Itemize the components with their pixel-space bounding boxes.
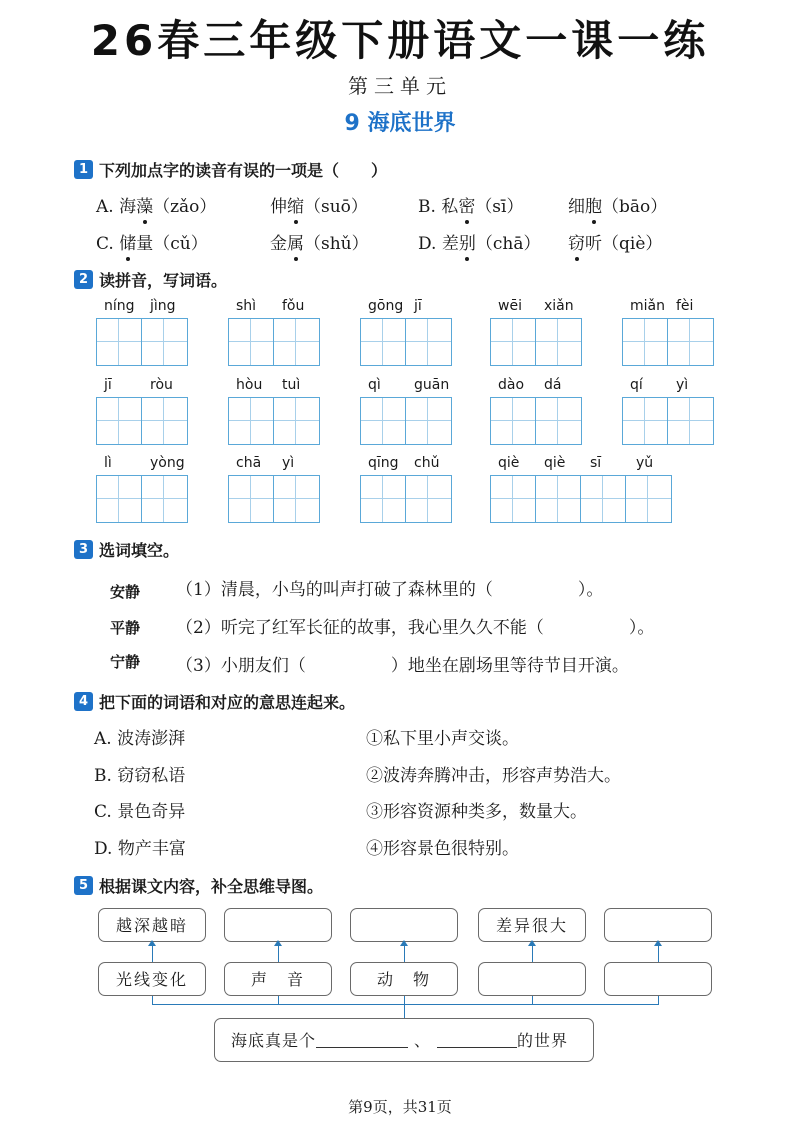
question-number-badge: 4: [74, 692, 93, 711]
dotted-char: 窃: [568, 229, 585, 254]
writing-cell[interactable]: [491, 319, 536, 365]
answer-blank[interactable]: [437, 1031, 517, 1048]
pinyin-label: hòu: [236, 377, 263, 393]
pinyin-label: níng: [104, 298, 135, 314]
writing-cell[interactable]: [142, 398, 187, 444]
pinyin-label: gōng: [368, 298, 404, 314]
dotted-char: 藻: [136, 192, 153, 217]
question-2-header: [74, 268, 227, 291]
writing-cell[interactable]: [361, 319, 406, 365]
option-item: 伸缩（suō）: [270, 192, 368, 217]
mindmap-blank-box[interactable]: [604, 962, 712, 996]
writing-grid[interactable]: [360, 397, 452, 445]
writing-cell[interactable]: [491, 398, 536, 444]
pinyin-label: jìng: [150, 298, 176, 314]
writing-cell[interactable]: [581, 476, 626, 522]
question-3-header: [74, 538, 179, 561]
dotted-char: 储: [119, 229, 136, 254]
question-number-badge: 5: [74, 876, 93, 895]
connector-line: [152, 1004, 659, 1005]
connector-line: [658, 996, 659, 1004]
match-term: C. 景色奇异: [94, 802, 186, 822]
question-number-badge: 3: [74, 540, 93, 559]
writing-cell[interactable]: [536, 476, 581, 522]
connector-line: [278, 996, 279, 1004]
option-item: 金属（shǔ）: [270, 229, 369, 254]
summary-box: 海底真是个 、 的世界: [214, 1018, 594, 1062]
dotted-char: 密: [458, 192, 475, 217]
pinyin-label: yì: [282, 455, 295, 471]
pinyin-label: qí: [630, 377, 643, 393]
writing-grid[interactable]: [490, 318, 582, 366]
writing-cell[interactable]: [406, 398, 451, 444]
pinyin-label: sī: [590, 455, 602, 471]
pinyin-label: yòng: [150, 455, 185, 471]
pinyin-label: xiǎn: [544, 298, 574, 314]
fill-sentence: （1）清晨，小鸟的叫声打破了森林里的（ ）。: [176, 580, 604, 600]
page-title: 26春三年级下册语文一课一练: [90, 16, 710, 65]
pinyin-label: dào: [498, 377, 525, 393]
mindmap-box: 光线变化: [98, 962, 206, 996]
pinyin-label: jī: [414, 298, 422, 314]
pinyin-label: miǎn: [630, 298, 665, 314]
writing-grid[interactable]: [228, 475, 320, 523]
arrow-icon: [404, 945, 405, 963]
mindmap-blank-box[interactable]: [604, 908, 712, 942]
option-item: A. 海藻（zǎo）: [96, 192, 216, 217]
match-term: A. 波涛澎湃: [94, 729, 186, 749]
question-4-header: [74, 690, 355, 713]
writing-cell[interactable]: [142, 319, 187, 365]
word-option: 平静: [110, 619, 141, 637]
question-5-header: [74, 874, 323, 897]
unit-label: 第三单元: [348, 74, 452, 98]
writing-cell[interactable]: [97, 476, 142, 522]
writing-cell[interactable]: [668, 319, 713, 365]
writing-grid[interactable]: [96, 397, 188, 445]
arrow-icon: [278, 945, 279, 963]
writing-grid[interactable]: [96, 318, 188, 366]
match-term: D. 物产丰富: [94, 839, 186, 859]
pinyin-label: chǔ: [414, 455, 440, 471]
writing-cell[interactable]: [229, 476, 274, 522]
answer-blank[interactable]: [316, 1031, 408, 1048]
writing-cell[interactable]: [361, 476, 406, 522]
question-2-text: 读拼音，写词语。: [99, 271, 228, 290]
writing-grid[interactable]: [360, 318, 452, 366]
pinyin-label: tuì: [282, 377, 301, 393]
dotted-char: 别: [459, 229, 476, 254]
match-meaning: ①私下里小声交谈。: [366, 729, 519, 749]
connector-line: [532, 996, 533, 1004]
writing-cell[interactable]: [361, 398, 406, 444]
writing-cell[interactable]: [536, 398, 581, 444]
pinyin-label: yǔ: [636, 455, 654, 471]
writing-grid[interactable]: [228, 318, 320, 366]
writing-grid[interactable]: [96, 475, 188, 523]
question-3-text: 选词填空。: [99, 541, 180, 560]
pinyin-label: ròu: [150, 377, 173, 393]
writing-grid[interactable]: [622, 318, 714, 366]
pinyin-label: lì: [104, 455, 112, 471]
pinyin-label: fǒu: [282, 298, 305, 314]
question-number-badge: 2: [74, 270, 93, 289]
question-4-text: 把下面的词语和对应的意思连起来。: [99, 693, 356, 712]
pinyin-label: qì: [368, 377, 381, 393]
lesson-title: 9 海底世界: [344, 111, 456, 136]
pinyin-label: fèi: [676, 298, 694, 314]
option-item: D. 差别（chā）: [418, 229, 540, 254]
writing-cell[interactable]: [406, 476, 451, 522]
fill-sentence: （2）听完了红军长征的故事，我心里久久不能（ ）。: [176, 618, 655, 638]
pinyin-label: guān: [414, 377, 450, 393]
dotted-char: 胞: [585, 192, 602, 217]
arrow-icon: [658, 945, 659, 963]
writing-grid[interactable]: [490, 397, 582, 445]
match-term: B. 窃窃私语: [94, 766, 186, 786]
pinyin-label: wēi: [498, 298, 522, 314]
match-meaning: ④形容景色很特别。: [366, 839, 519, 859]
writing-cell[interactable]: [274, 319, 319, 365]
writing-grid[interactable]: [622, 397, 714, 445]
mindmap-blank-box[interactable]: [224, 908, 332, 942]
option-item: 窃听（qiè）: [568, 229, 662, 254]
question-1-header: [74, 158, 387, 181]
word-option: 安静: [110, 583, 141, 601]
question-5-text: 根据课文内容，补全思维导图。: [99, 877, 324, 896]
writing-grid[interactable]: [228, 397, 320, 445]
writing-grid[interactable]: [360, 475, 452, 523]
writing-cell[interactable]: [274, 476, 319, 522]
writing-cell[interactable]: [229, 319, 274, 365]
arrow-icon: [532, 945, 533, 963]
fill-sentence: （3）小朋友们（ ）地坐在剧场里等待节目开演。: [176, 656, 629, 676]
question-number-badge: 1: [74, 160, 93, 179]
pinyin-label: qiè: [498, 455, 520, 471]
writing-cell[interactable]: [97, 319, 142, 365]
pinyin-label: shì: [236, 298, 257, 314]
connector-line: [404, 996, 405, 1004]
writing-cell[interactable]: [626, 476, 671, 522]
writing-cell[interactable]: [274, 398, 319, 444]
connector-line: [404, 1004, 405, 1018]
pinyin-label: yì: [676, 377, 689, 393]
connector-line: [152, 996, 153, 1004]
option-item: 细胞（bāo）: [568, 192, 667, 217]
page-footer: 第9页，共31页: [348, 1098, 452, 1116]
question-1-text: 下列加点字的读音有误的一项是（ ）: [99, 161, 388, 180]
mindmap-box: 声 音: [224, 962, 332, 996]
mindmap-box: 动 物: [350, 962, 458, 996]
dotted-char: 缩: [287, 192, 304, 217]
pinyin-label: qīng: [368, 455, 399, 471]
pinyin-label: qiè: [544, 455, 566, 471]
option-item: B. 私密（sī）: [418, 192, 523, 217]
writing-grid[interactable]: [490, 475, 672, 523]
writing-cell[interactable]: [406, 319, 451, 365]
mindmap-blank-box[interactable]: [478, 962, 586, 996]
option-item: C. 储量（cǔ）: [96, 229, 208, 254]
match-meaning: ②波涛奔腾冲击，形容声势浩大。: [366, 766, 621, 786]
match-meaning: ③形容资源种类多，数量大。: [366, 802, 587, 822]
dotted-char: 属: [287, 229, 304, 254]
writing-cell[interactable]: [491, 476, 536, 522]
pinyin-label: jī: [104, 377, 112, 393]
writing-cell[interactable]: [536, 319, 581, 365]
word-option: 宁静: [110, 653, 141, 671]
writing-cell[interactable]: [623, 398, 668, 444]
pinyin-label: dá: [544, 377, 562, 393]
mindmap-blank-box[interactable]: [350, 908, 458, 942]
writing-cell[interactable]: [229, 398, 274, 444]
mindmap-box: 差异很大: [478, 908, 586, 942]
writing-cell[interactable]: [97, 398, 142, 444]
pinyin-label: chā: [236, 455, 262, 471]
writing-cell[interactable]: [623, 319, 668, 365]
writing-cell[interactable]: [142, 476, 187, 522]
mindmap-box: 越深越暗: [98, 908, 206, 942]
arrow-icon: [152, 945, 153, 963]
writing-cell[interactable]: [668, 398, 713, 444]
